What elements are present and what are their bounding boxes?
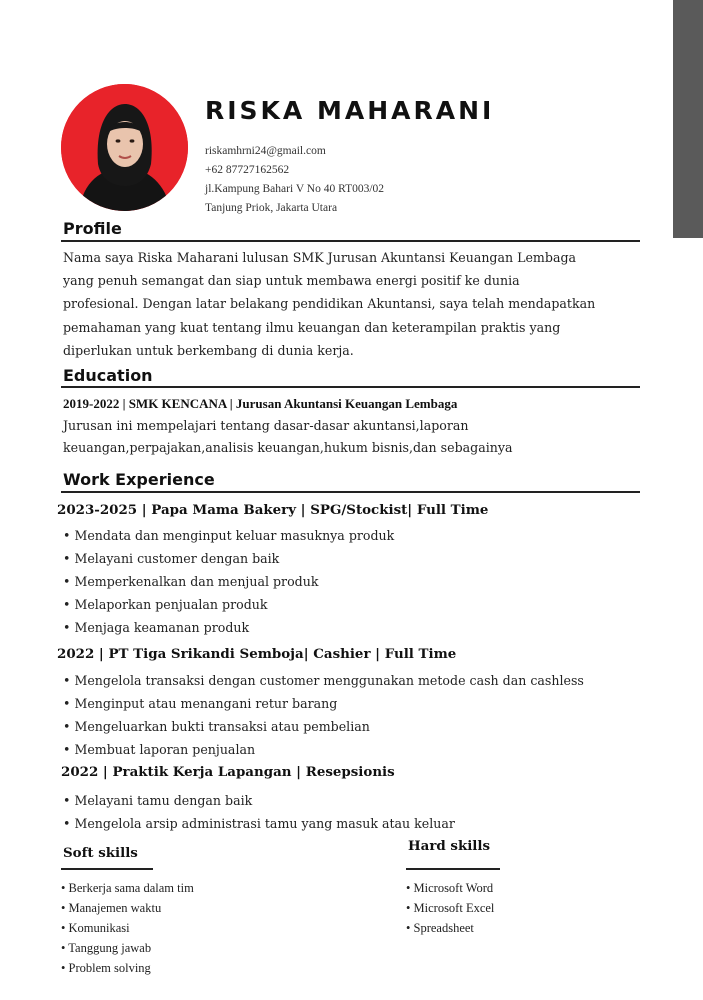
list-item: • Problem solving <box>61 958 194 978</box>
soft-skills-list <box>61 878 194 978</box>
list-item: • Melayani customer dengan baik <box>63 547 394 570</box>
hard-skills-divider <box>406 868 500 870</box>
list-item: • Mengeluarkan bukti transaksi atau pembelian <box>63 715 584 738</box>
list-item: • Microsoft Word <box>406 878 494 898</box>
education-entry-title: 2019-2022 | SMK KENCANA | Jurusan Akuntansi Keuangan Lembaga <box>63 396 458 411</box>
hard-skills-heading: Hard skills <box>408 838 491 854</box>
education-divider <box>61 386 640 388</box>
list-item: • Komunikasi <box>61 918 194 938</box>
list-item: • Spreadsheet <box>406 918 494 938</box>
job-bullets-cashier <box>63 669 584 761</box>
list-item: • Membuat laporan penjualan <box>63 738 584 761</box>
profile-heading: Profile <box>63 219 122 238</box>
profile-line: profesional. Dengan latar belakang pendidikan Akuntansi, saya telah mendapatkan <box>63 296 596 312</box>
list-item: • Microsoft Excel <box>406 898 494 918</box>
job-title-cashier: 2022 | PT Tiga Srikandi Semboja| Cashier | Full Time <box>57 646 457 662</box>
list-item: • Melaporkan penjualan produk <box>63 593 394 616</box>
job-title-internship: 2022 | Praktik Kerja Lapangan | Resepsionis <box>61 764 395 780</box>
address-line-2: Tanjung Priok, Jakarta Utara <box>205 202 338 214</box>
address-line-1: jl.Kampung Bahari V No 40 RT003/02 <box>205 183 385 195</box>
soft-skills-divider <box>61 868 153 870</box>
scrollbar[interactable] <box>673 0 703 238</box>
list-item: • Mendata dan menginput keluar masuknya produk <box>63 524 394 547</box>
person-portrait-icon <box>61 84 188 211</box>
list-item: • Tanggung jawab <box>61 938 194 958</box>
list-item: • Mengelola transaksi dengan customer menggunakan metode cash dan cashless <box>63 669 584 692</box>
profile-summary <box>63 246 643 362</box>
list-item: • Melayani tamu dengan baik <box>63 789 455 812</box>
profile-line: pemahaman yang kuat tentang ilmu keuangan dan keterampilan praktis yang <box>63 319 561 335</box>
job-bullets-bakery <box>63 524 394 639</box>
profile-line: yang penuh semangat dan siap untuk membawa energi positif ke dunia <box>63 273 520 289</box>
profile-line: diperlukan untuk berkembang di dunia kerja. <box>63 342 354 358</box>
contact-info <box>205 142 384 218</box>
hard-skills-list <box>406 878 494 938</box>
email-text: riskamhrni24@gmail.com <box>205 145 326 157</box>
list-item: • Manajemen waktu <box>61 898 194 918</box>
list-item: • Mengelola arsip administrasi tamu yang masuk atau keluar <box>63 812 455 835</box>
list-item: • Memperkenalkan dan menjual produk <box>63 570 394 593</box>
education-line: keuangan,perpajakan,analisis keuangan,hukum bisnis,dan sebagainya <box>63 440 513 455</box>
profile-divider <box>61 240 640 242</box>
list-item: • Berkerja sama dalam tim <box>61 878 194 898</box>
education-line: Jurusan ini mempelajari tentang dasar-dasar akuntansi,laporan <box>63 418 469 433</box>
phone-text: +62 87727162562 <box>205 164 290 176</box>
education-description <box>63 415 512 459</box>
job-title-bakery: 2023-2025 | Papa Mama Bakery | SPG/Stockist| Full Time <box>57 502 489 518</box>
job-bullets-internship <box>63 789 455 835</box>
profile-photo <box>61 84 188 211</box>
work-experience-heading: Work Experience <box>63 470 215 489</box>
profile-line: Nama saya Riska Maharani lulusan SMK Jurusan Akuntansi Keuangan Lembaga <box>63 250 577 265</box>
list-item: • Menginput atau menangani retur barang <box>63 692 584 715</box>
candidate-name: RISKA MAHARANI <box>205 96 495 125</box>
list-item: • Menjaga keamanan produk <box>63 616 394 639</box>
work-experience-divider <box>61 491 640 493</box>
soft-skills-heading: Soft skills <box>63 845 138 861</box>
education-heading: Education <box>63 366 153 385</box>
